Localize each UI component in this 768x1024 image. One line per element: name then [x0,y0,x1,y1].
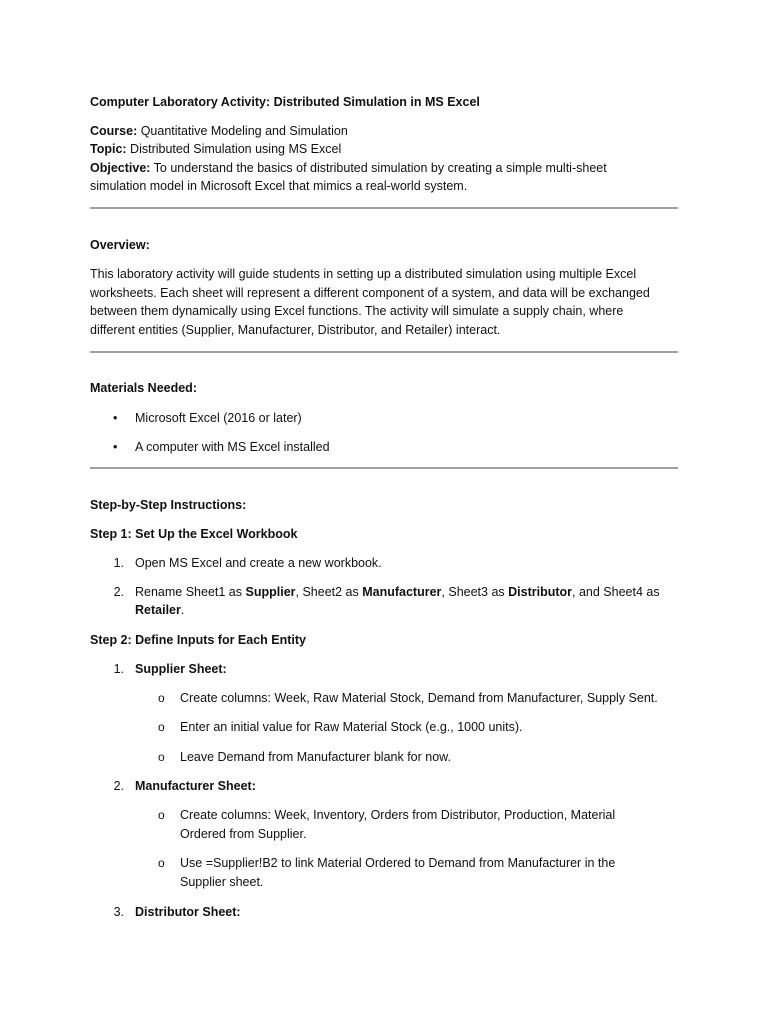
instructions-heading: Step-by-Step Instructions: [90,498,247,512]
overview-line: between them dynamically using Excel functions. The activity will simulate a supply chain, where [90,304,624,318]
sub-bullet-marker: o [158,856,165,870]
sheet-name-retailer: Retailer [135,603,181,617]
distributor-sheet-label: Distributor Sheet: [135,905,241,919]
overview-line: This laboratory activity will guide students in setting up a distributed simulation using multiple Excel [90,267,637,281]
divider [90,207,678,209]
objective-line [90,161,607,175]
objective-value: To understand the basics of distributed simulation by creating a simple multi-sheet [150,161,607,175]
bullet-marker: • [113,440,118,454]
sheet-name-manufacturer: Manufacturer [362,585,442,599]
rename-text: , and Sheet4 as [572,585,660,599]
manufacturer-item-cont: Ordered from Supplier. [180,827,307,841]
list-number: 1. [113,662,124,676]
material-item: Microsoft Excel (2016 or later) [135,411,302,425]
list-number: 2. [113,585,124,599]
overview-heading: Overview: [90,238,150,252]
overview-line: worksheets. Each sheet will represent a different component of a system, and data will be exchanged [90,286,650,300]
material-item: A computer with MS Excel installed [135,440,330,454]
list-number: 1. [113,556,124,570]
supplier-sheet-label: Supplier Sheet: [135,662,227,676]
rename-text: . [180,603,185,617]
course-value: Quantitative Modeling and Simulation [137,124,348,138]
list-number: 3. [113,905,124,919]
divider [90,467,678,469]
manufacturer-item: Create columns: Week, Inventory, Orders from Distributor, Production, Material [180,808,616,822]
overview-line: different entities (Supplier, Manufacturer, Distributor, and Retailer) interact. [90,323,501,337]
manufacturer-sheet-label: Manufacturer Sheet: [135,779,256,793]
step2-heading: Step 2: Define Inputs for Each Entity [90,633,306,647]
list-number: 2. [113,779,124,793]
rename-text: , Sheet2 as [295,585,363,599]
supplier-item: Create columns: Week, Raw Material Stock, Demand from Manufacturer, Supply Sent. [180,691,658,705]
objective-label: Objective: [90,161,151,175]
document-title: Computer Laboratory Activity: Distributed Simulation in MS Excel [90,95,480,109]
objective-line-2: simulation model in Microsoft Excel that mimics a real-world system. [90,179,468,193]
bullet-marker: • [113,411,118,425]
supplier-item: Enter an initial value for Raw Material Stock (e.g., 1000 units). [180,720,523,734]
sub-bullet-marker: o [158,720,165,734]
sub-bullet-marker: o [158,691,165,705]
step1-item: Open MS Excel and create a new workbook. [135,556,382,570]
supplier-item: Leave Demand from Manufacturer blank for now. [180,750,451,764]
divider [90,351,678,353]
course-label: Course: [90,124,138,138]
topic-value: Distributed Simulation using MS Excel [126,142,342,156]
sheet-name-supplier: Supplier [245,585,296,599]
sub-bullet-marker: o [158,750,165,764]
step1-heading: Step 1: Set Up the Excel Workbook [90,527,298,541]
sub-bullet-marker: o [158,808,165,822]
manufacturer-item-cont: Supplier sheet. [180,875,264,889]
sheet-name-distributor: Distributor [508,585,573,599]
step1-item-rename [135,585,660,599]
manufacturer-item: Use =Supplier!B2 to link Material Ordered to Demand from Manufacturer in the [180,856,616,870]
step1-item-rename-cont [135,603,184,617]
materials-heading: Materials Needed: [90,381,197,395]
course-line [90,124,348,138]
rename-text: Rename Sheet1 as [135,585,246,599]
topic-line [90,142,341,156]
rename-text: , Sheet3 as [441,585,509,599]
topic-label: Topic: [90,142,127,156]
